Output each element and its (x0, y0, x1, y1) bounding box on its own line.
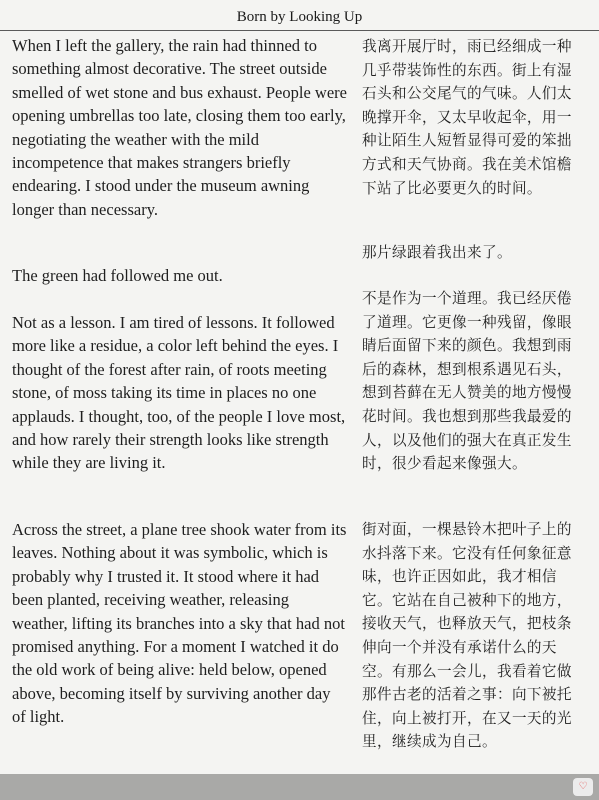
page-title: Born by Looking Up (236, 9, 363, 25)
heart-icon[interactable]: ♡ (573, 778, 593, 796)
english-paragraph-3: Not as a lesson. I am tired of lessons. It followed more like a residue, a color left behind the eyes. I thought of the forest after rain, of roots meeting stone, of moss taking its time in places no one applauds. I thought, too, of the people I love most, and how rarely their strength looks like strength while they are living it. (12, 313, 346, 473)
title-divider (0, 30, 599, 31)
bottom-bar (0, 774, 599, 800)
chinese-paragraph-2: 那片绿跟着我出来了。 (362, 244, 512, 261)
chinese-paragraph-3: 不是作为一个道理。我已经厌倦了道理。它更像一种残留，像眼睛后面留下来的颜色。我想到雨后的森林，想到根系遇见石头，想到苔藓在无人赞美的地方慢慢花时间。我也想到那些我最爱的人，以及他们的强大在真正发生时，很少看起来像强大。 (362, 290, 572, 473)
english-paragraph-2: The green had followed me out. (12, 266, 223, 285)
chinese-paragraph-1: 我离开展厅时，雨已经细成一种几乎带装饰性的东西。街上有湿石头和公交尾气的气味。人们太晚撑开伞，又太早收起伞，用一种让陌生人短暂显得可爱的笨拙方式和天气协商。我在美术馆檐下站了比必要更久的时间。 (362, 38, 572, 197)
english-paragraph-4: Across the street, a plane tree shook water from its leaves. Nothing about it was symbolic, which is probably why I trusted it. It stood where it had been planted, receiving weather, releasing weather, lifting its branches into a sky that had not promised anything. For a moment I watched it do the old work of being alive: held below, opened above, becoming itself by surviving another day of light. (12, 520, 347, 727)
chinese-paragraph-4: 街对面，一棵悬铃木把叶子上的水抖落下来。它没有任何象征意味，也许正因如此，我才相信它。它站在自己被种下的地方，接收天气，也释放天气，把枝条伸向一个并没有承诺什么的天空。有那么一会儿，我看着它做那件古老的活着之事：向下被托住，向上被打开，在又一天的光里，继续成为自己。 (362, 521, 572, 751)
english-paragraph-1: When I left the gallery, the rain had thinned to something almost decorative. The street outside smelled of wet stone and bus exhaust. People were opening umbrellas too late, closing them too early, negotiating the weather with the mild incompetence that makes strangers briefly endearing. I stood under the museum awning longer than necessary. (12, 36, 347, 219)
